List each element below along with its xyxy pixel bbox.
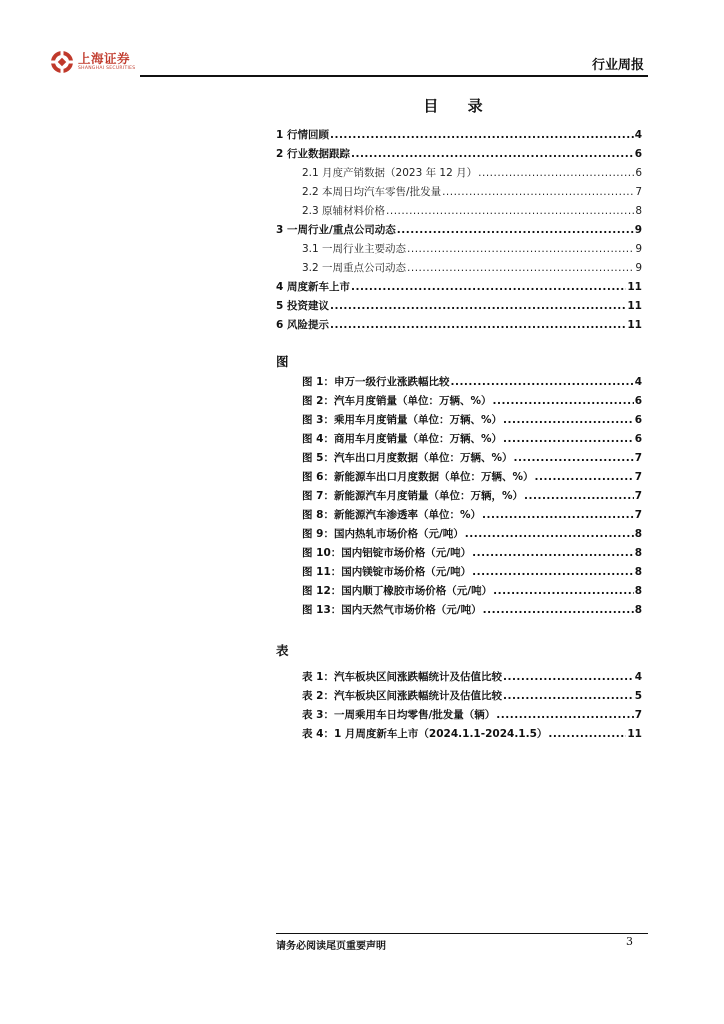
logo-english-name: SHANGHAI SECURITIES [78,66,136,71]
toc-subentry[interactable]: 3.1 一周行业主要动态 ..... 9 [302,241,642,256]
toc-subentry[interactable]: 2.3 原辅材料价格 ..... 8 [302,203,642,218]
figure-entry[interactable]: 图 5：汽车出口月度数据（单位：万辆、%） ..... 7 [302,450,642,465]
toc-title: 目 录 [423,97,495,115]
logo-chinese-name: 上海证券 [78,51,131,66]
company-logo [50,50,135,74]
figure-entry[interactable]: 图 12：国内顺丁橡胶市场价格（元/吨） ..... 8 [302,583,642,598]
figure-entry[interactable]: 图 13：国内天然气市场价格（元/吨） ..... 8 [302,602,642,617]
figure-entry[interactable]: 图 10：国内铝锭市场价格（元/吨） ..... 8 [302,545,642,560]
toc-entry[interactable]: 2 行业数据跟踪 ..... 6 [276,146,642,161]
tables-heading: 表 [276,643,289,658]
figure-entry[interactable]: 图 3：乘用车月度销量（单位：万辆、%） ..... 6 [302,412,642,427]
page-number: 3 [626,935,633,948]
toc-entry[interactable]: 5 投资建议 ..... 11 [276,298,642,313]
toc-entry[interactable]: 3 一周行业/重点公司动态 ..... 9 [276,222,642,237]
figure-entry[interactable]: 图 9：国内热轧市场价格（元/吨） ..... 8 [302,526,642,541]
toc-entry[interactable]: 4 周度新车上市 ..... 11 [276,279,642,294]
figures-heading: 图 [276,354,289,369]
table-entry[interactable]: 表 4：1 月周度新车上市（2024.1.1-2024.1.5） ..... 11 [302,726,642,741]
toc-subentry[interactable]: 3.2 一周重点公司动态 ..... 9 [302,260,642,275]
toc-entry[interactable]: 1 行情回顾 ..... 4 [276,127,642,142]
toc-subentry[interactable]: 2.2 本周日均汽车零售/批发量 ..... 7 [302,184,642,199]
report-type-label: 行业周报 [591,58,644,73]
figure-entry[interactable]: 图 1：申万一级行业涨跌幅比较 ..... 4 [302,374,642,389]
page-header [50,50,648,80]
table-entry[interactable]: 表 3：一周乘用车日均零售/批发量（辆） ..... 7 [302,707,642,722]
footer-disclaimer: 请务必阅读尾页重要声明 [276,941,386,952]
figure-entry[interactable]: 图 8：新能源汽车渗透率（单位：%） ..... 7 [302,507,642,522]
toc-entry[interactable]: 6 风险提示 ..... 11 [276,317,642,332]
logo-emblem-icon [50,50,74,74]
figure-entry[interactable]: 图 2：汽车月度销量（单位：万辆、%） ..... 6 [302,393,642,408]
toc-subentry[interactable]: 2.1 月度产销数据（2023 年 12 月） ..... 6 [302,165,642,180]
table-entry[interactable]: 表 2：汽车板块区间涨跌幅统计及估值比较 ..... 5 [302,688,642,703]
header-divider [140,75,648,77]
figure-entry[interactable]: 图 6：新能源车出口月度数据（单位：万辆、%） ..... 7 [302,469,642,484]
figure-entry[interactable]: 图 4：商用车月度销量（单位：万辆、%） ..... 6 [302,431,642,446]
footer-divider [276,933,648,934]
figure-entry[interactable]: 图 7：新能源汽车月度销量（单位：万辆，%） ..... 7 [302,488,642,503]
figure-entry[interactable]: 图 11：国内镁锭市场价格（元/吨） ..... 8 [302,564,642,579]
table-entry[interactable]: 表 1：汽车板块区间涨跌幅统计及估值比较 ..... 4 [302,669,642,684]
